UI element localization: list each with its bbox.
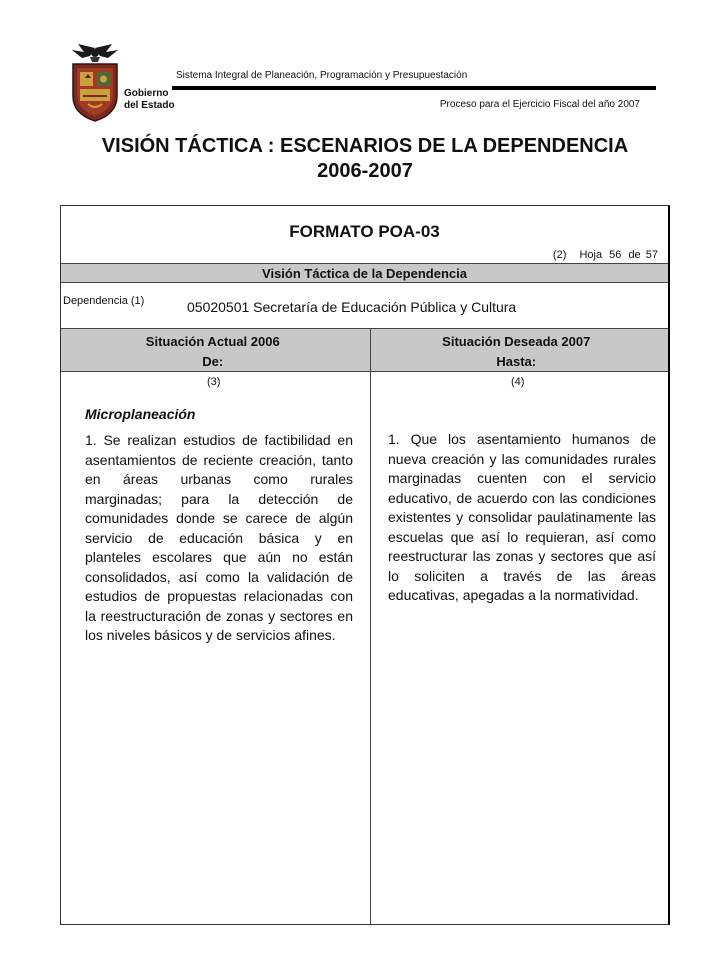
- current-situation-header: [61, 329, 365, 372]
- column-divider: [370, 328, 371, 924]
- current-situation-title: Situación Actual 2006: [145, 334, 280, 349]
- document-title-line-2: 2006-2007: [317, 160, 413, 182]
- column-headers: [61, 328, 668, 372]
- desired-situation-header: [365, 329, 669, 372]
- form-title: FORMATO POA-03: [289, 222, 440, 241]
- government-line-2: del Estado: [124, 100, 175, 111]
- current-situation-from: De:: [202, 354, 224, 369]
- poa-form: [60, 205, 670, 925]
- state-coat-of-arms-icon: [68, 44, 122, 122]
- dependency-value: 05020501 Secretaría de Educación Pública y Cultura: [187, 299, 517, 315]
- microplanning-heading: Microplaneación: [85, 406, 196, 422]
- document-title-line-1: VISIÓN TÁCTICA : ESCENARIOS DE LA DEPENDENCIA: [101, 135, 629, 157]
- sheet-total: 57: [645, 249, 658, 261]
- current-situation-text: 1. Se realizan estudios de factibilidad en asentamientos de reciente creación, tanto en áreas urbanas como rurales marginadas; para la detección de comunidades donde se carece de algún servicio de educación básica y en planteles escolares que aún no están consolidados, así como la validación de estudios de propuestas relacionadas con la reestructuración de zonas y sectores en los niveles básicos y de servicios afines.: [85, 432, 353, 643]
- sheet-of-label: de: [628, 249, 641, 261]
- government-line-1: Gobierno: [124, 88, 169, 99]
- header-divider: [172, 86, 656, 90]
- current-column-number: (3): [207, 376, 221, 388]
- section-title: Visión Táctica de la Dependencia: [61, 263, 668, 283]
- system-title: Sistema Integral de Planeación, Programación y Presupuestación: [176, 70, 468, 81]
- sheet-info: [549, 249, 658, 261]
- desired-situation-title: Situación Deseada 2007: [442, 334, 591, 349]
- current-situation-content: [85, 406, 353, 646]
- fiscal-process-line: Proceso para el Ejercicio Fiscal del año 2007: [439, 99, 640, 110]
- desired-situation-content: [388, 430, 656, 606]
- sheet-ref: (2): [552, 249, 567, 261]
- sheet-page: 56: [609, 249, 622, 261]
- dependency-label: Dependencia (1): [63, 295, 145, 307]
- desired-situation-to: Hasta:: [496, 354, 537, 369]
- government-label: [124, 88, 175, 112]
- desired-column-number: (4): [511, 376, 525, 388]
- document-title: [60, 134, 670, 184]
- desired-situation-text: 1. Que los asentamiento humanos de nueva creación y las comunidades rurales marginadas cuenten con el servicio educativo, de acuerdo con las condiciones existentes y consolidar paulatinamente las escuelas que así lo requieran, así como reestructurar las zonas y sectores que así lo soliciten a través de las áreas educativas, apegadas a la normatividad.: [388, 431, 656, 603]
- sheet-label: Hoja: [579, 249, 603, 261]
